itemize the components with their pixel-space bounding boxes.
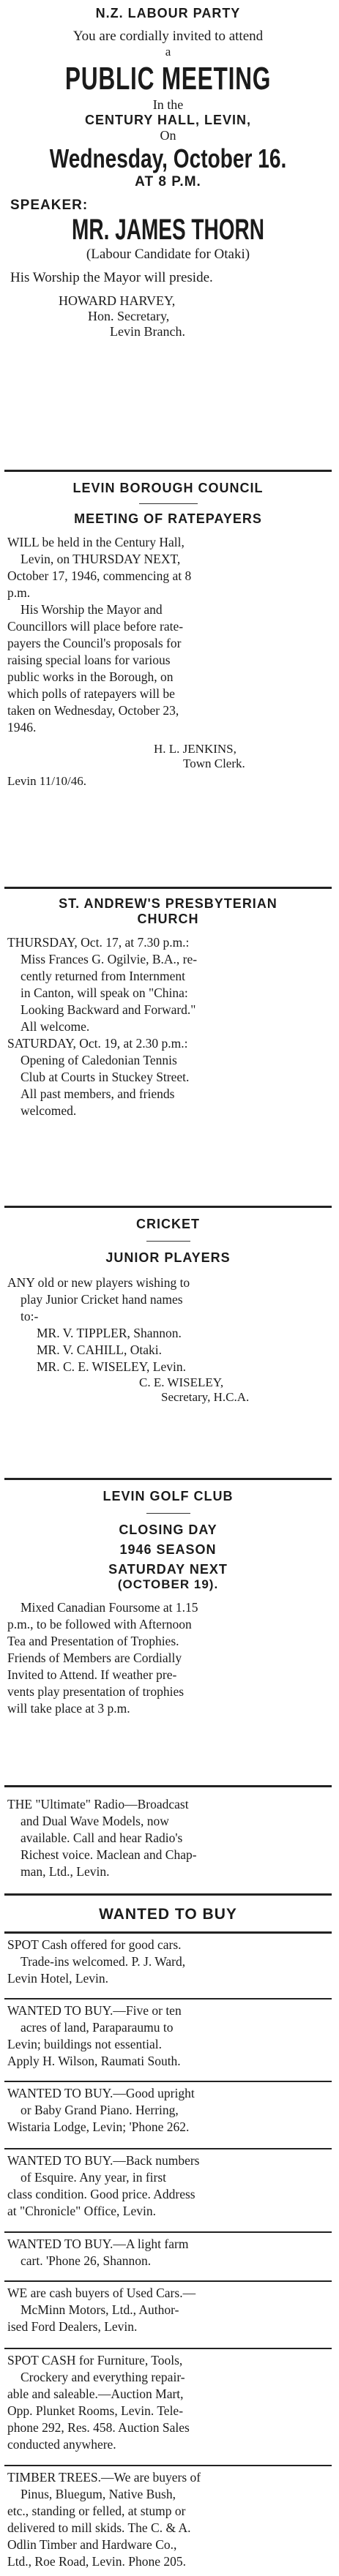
ad-line: Levin Hotel, Levin. [7, 1971, 109, 1986]
radio-ad [4, 1787, 332, 1896]
labour-party-notice [4, 0, 332, 472]
invite-line: You are cordially invited to attend [72, 29, 264, 44]
body-line: available. Call and hear Radio's [21, 1830, 183, 1845]
in-the-line: In the [152, 97, 184, 112]
notice-body [7, 934, 329, 1119]
classified-ad [4, 2233, 332, 2282]
body-line: Looking Backward and Forward." [21, 1002, 196, 1017]
body-line: October 17, 1946, commencing at 8 [7, 568, 192, 583]
body-line: THE "Ultimate" Radio—Broadcast [7, 1797, 189, 1811]
classified-ad [4, 2149, 332, 2233]
ad-line: WANTED TO BUY.—Back numbers [7, 2153, 200, 2168]
ad-line: McMinn Motors, Ltd., Author- [21, 2302, 179, 2317]
notice-header: LEVIN GOLF CLUB [103, 1489, 234, 1503]
divider [146, 1241, 190, 1242]
notice-header: CRICKET [136, 1217, 200, 1231]
body-line: and Dual Wave Models, now [21, 1814, 169, 1828]
speaker-name: MR. JAMES THORN [72, 214, 264, 246]
ad-line: WANTED TO BUY.—A light farm [7, 2237, 189, 2251]
section-header: WANTED TO BUY [99, 1906, 237, 1923]
ad-line: WANTED TO BUY.—Good upright [7, 2086, 195, 2100]
notice-header-2: CLOSING DAY [119, 1522, 217, 1537]
divider [146, 1513, 190, 1514]
body-line: MR. V. CAHILL, Otaki. [37, 1343, 162, 1357]
signature-title: Hon. Secretary, [88, 309, 170, 323]
notice-subheader: MEETING OF RATEPAYERS [74, 511, 262, 526]
borough-council-notice [4, 472, 332, 889]
body-line: cently returned from Internment [21, 969, 185, 983]
signature-title: Secretary, H.C.A. [161, 1390, 250, 1404]
ad-line: phone 292, Res. 458. Auction Sales [7, 2420, 190, 2435]
ad-line: able and saleable.—Auction Mart, [7, 2387, 184, 2401]
cricket-notice [4, 1208, 332, 1480]
ad-line: SPOT Cash offered for good cars. [7, 1937, 182, 1952]
body-line: vents play presentation of trophies [7, 1684, 185, 1699]
body-line: Opening of Caledonian Tennis [21, 1053, 177, 1067]
ad-line: SPOT CASH for Furniture, Tools, [7, 2353, 183, 2367]
notice-body [7, 1599, 329, 1717]
body-line: MR. V. TIPPLER, Shannon. [37, 1326, 182, 1340]
event-time: AT 8 P.M. [135, 174, 201, 189]
ad-line: Apply H. Wilson, Raumati South. [7, 2054, 181, 2068]
body-line: Tea and Presentation of Trophies. [7, 1634, 179, 1648]
ad-line: Levin; buildings not essential. [7, 2037, 162, 2051]
body-line: will take place at 3 p.m. [7, 1701, 130, 1716]
signature-name: HOWARD HARVEY, [59, 293, 176, 308]
ad-line: Trade-ins welcomed. P. J. Ward, [21, 1954, 186, 1969]
ad-line: WE are cash buyers of Used Cars.— [7, 2286, 196, 2300]
classified-ad [4, 1999, 332, 2082]
classified-ad [4, 2082, 332, 2149]
preside-line: His Worship the Mayor will preside. [10, 270, 213, 285]
ad-line: Opp. Plunket Rooms, Levin. Tele- [7, 2403, 184, 2418]
ad-line: Crockery and everything repair- [21, 2370, 185, 2384]
body-line: public works in the Borough, on [7, 669, 174, 684]
body-line: Miss Frances G. Ogilvie, B.A., re- [21, 952, 198, 966]
ad-line: of Esquire. Any year, in first [21, 2170, 167, 2185]
body-line: raising special loans for various [7, 653, 171, 667]
notice-body [7, 534, 329, 736]
body-line: 1946. [7, 720, 37, 735]
ad-line: at "Chronicle" Office, Levin. [7, 2204, 156, 2218]
body-line: MR. C. E. WISELEY, Levin. [37, 1359, 187, 1374]
notice-header-3: 1946 SEASON [119, 1542, 217, 1557]
signature-title: Town Clerk. [183, 756, 245, 770]
ad-line: acres of land, Paraparaumu to [21, 2020, 174, 2035]
ad-line: conducted anywhere. [7, 2437, 116, 2452]
body-line: taken on Wednesday, October 23, [7, 703, 179, 718]
body-line: All welcome. [21, 1019, 90, 1034]
ad-line: delivered to mill skids. The C. & A. [7, 2520, 191, 2535]
golf-notice [4, 1480, 332, 1787]
body-line: All past members, and friends [21, 1086, 175, 1101]
body-line: Levin, on THURSDAY NEXT, [21, 552, 181, 566]
body-line: which polls of ratepayers will be [7, 686, 175, 701]
body-line: SATURDAY, Oct. 19, at 2.30 p.m.: [7, 1036, 188, 1051]
notice-header-5: (OCTOBER 19). [117, 1577, 219, 1591]
notice-header: ST. ANDREW'S PRESBYTERIAN [59, 896, 277, 911]
notice-header-2: JUNIOR PLAYERS [105, 1250, 231, 1265]
classified-ad [4, 2466, 332, 2576]
speaker-label: SPEAKER: [10, 198, 89, 213]
ad-line: Ltd., Roe Road, Levin. Phone 205. [7, 2554, 187, 2569]
ad-line: Wistaria Lodge, Levin; 'Phone 262. [7, 2119, 190, 2134]
body-line: Club at Courts in Stuckey Street. [21, 1070, 190, 1084]
body-line: to:- [21, 1309, 39, 1323]
wanted-section-header [4, 1896, 332, 1934]
body-line: p.m. [7, 585, 31, 600]
body-line: Richest voice. Maclean and Chap- [21, 1847, 197, 1862]
body-line: Friends of Members are Cordially [7, 1651, 182, 1665]
notice-header-2: CHURCH [137, 912, 199, 926]
body-line: His Worship the Mayor and [21, 602, 163, 617]
notice-date: Levin 11/10/46. [7, 774, 86, 788]
body-line: man, Ltd., Levin. [21, 1864, 110, 1879]
event-date: Wednesday, October 16. [49, 143, 287, 173]
classified-ad [4, 2282, 332, 2349]
invite-line-2: a [165, 45, 171, 59]
body-line: payers the Council's proposals for [7, 636, 182, 650]
church-notice [4, 889, 332, 1208]
event-title: PUBLIC MEETING [64, 61, 272, 97]
notice-header-4: SATURDAY NEXT [108, 1562, 228, 1577]
speaker-role: (Labour Candidate for Otaki) [86, 247, 250, 262]
body-line: play Junior Cricket hand names [21, 1292, 183, 1307]
ad-line: or Baby Grand Piano. Herring, [21, 2103, 179, 2117]
divider [139, 503, 198, 504]
body-line: Invited to Attend. If weather pre- [7, 1667, 177, 1682]
ad-line: Pinus, Bluegum, Native Bush, [21, 2487, 176, 2501]
newspaper-column [4, 0, 332, 2576]
signature-name: C. E. WISELEY, [139, 1375, 224, 1389]
ad-line: etc., standing or felled, at stump or [7, 2504, 186, 2518]
on-line: On [160, 128, 176, 143]
classified-ad [4, 1934, 332, 1999]
body-line: THURSDAY, Oct. 17, at 7.30 p.m.: [7, 935, 190, 950]
body-line: Mixed Canadian Foursome at 1.15 [21, 1600, 198, 1615]
ad-line: Odlin Timber and Hardware Co., [7, 2537, 177, 2552]
notice-header: LEVIN BOROUGH COUNCIL [72, 481, 264, 495]
body-line: in Canton, will speak on "China: [21, 985, 188, 1000]
notice-header: N.Z. LABOUR PARTY [95, 6, 241, 20]
ad-line: ised Ford Dealers, Levin. [7, 2319, 138, 2334]
signature-branch: Levin Branch. [110, 324, 185, 339]
body-line: welcomed. [21, 1103, 77, 1118]
signature-name: H. L. JENKINS, [154, 742, 236, 756]
ad-line: WANTED TO BUY.—Five or ten [7, 2003, 182, 2018]
notice-body [7, 1274, 329, 1375]
ad-line: class condition. Good price. Address [7, 2187, 195, 2201]
classified-ad [4, 2349, 332, 2466]
body-line: Councillors will place before rate- [7, 619, 184, 634]
ad-line: TIMBER TREES.—We are buyers of [7, 2470, 201, 2485]
ad-body [7, 1796, 329, 1880]
body-line: p.m., to be followed with Afternoon [7, 1617, 192, 1631]
body-line: WILL be held in the Century Hall, [7, 535, 185, 549]
venue: CENTURY HALL, LEVIN, [84, 113, 251, 127]
ad-line: cart. 'Phone 26, Shannon. [21, 2253, 152, 2268]
body-line: ANY old or new players wishing to [7, 1275, 190, 1290]
